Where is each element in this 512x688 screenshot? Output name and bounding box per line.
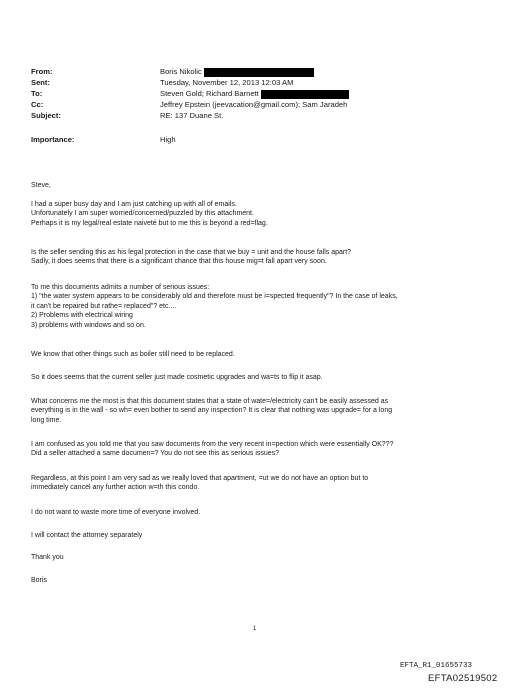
greeting: Steve, bbox=[31, 182, 51, 189]
text-line: Perhaps it is my legal/real estate naiveté but to me this is beyond a red=flag. bbox=[31, 219, 268, 227]
paragraph-7 bbox=[31, 440, 491, 459]
text-line: Did a seller attached a same documen=? You do not see this as serious issues? bbox=[31, 450, 280, 458]
email-body bbox=[31, 181, 491, 190]
bates-number: EFTA02519502 bbox=[428, 673, 498, 684]
cc-value: Jeffrey Epstein (jeevacation@gmail.com); Sam Jaradeh bbox=[160, 100, 348, 109]
cc-label: Cc: bbox=[31, 100, 44, 109]
signature-name: Boris bbox=[31, 577, 47, 584]
paragraph-6 bbox=[31, 397, 491, 425]
sent-label: Sent: bbox=[31, 78, 50, 87]
text-line: I do not want to waste more time of everyone involved. bbox=[31, 509, 201, 516]
page-number: 1 bbox=[253, 626, 257, 632]
text-line: I am confused as you told me that you saw documents from the very recent in=pection which were essentially OK??? bbox=[31, 441, 394, 448]
paragraph-3 bbox=[31, 283, 491, 330]
reference-code: EFTA_R1_01655733 bbox=[400, 662, 473, 670]
text-line: Thank you bbox=[31, 554, 64, 561]
text-line: 1) "the water system appears to be considerably old and therefore must be i=spected frequently"? In the case of leaks, bbox=[31, 293, 398, 301]
to-value bbox=[160, 89, 349, 100]
importance-label: Importance: bbox=[31, 135, 75, 144]
text-line: Regardless, at this point I am very sad as we really loved that apartment, =ut we do not have an option but to bbox=[31, 475, 369, 482]
email-header bbox=[31, 67, 491, 147]
text-line: Sadly, it does seems that there is a significant chance that this house mig=t fall apart very soon. bbox=[31, 258, 327, 266]
paragraph-5 bbox=[31, 373, 491, 382]
text-line: Is the seller sending this as his legal protection in the case that we buy = unit and the house falls apart? bbox=[31, 249, 352, 256]
text-line: it can't be repaired but rathe= replaced"? etc.... bbox=[31, 302, 177, 310]
to-label: To: bbox=[31, 89, 43, 98]
from-label: From: bbox=[31, 67, 53, 76]
text-line: I had a super busy day and I am just catching up with all of emails. bbox=[31, 201, 237, 208]
paragraph-4 bbox=[31, 350, 491, 359]
paragraph-8 bbox=[31, 474, 491, 493]
sent-value: Tuesday, November 12, 2013 12:03 AM bbox=[160, 78, 294, 87]
paragraph-10 bbox=[31, 531, 491, 540]
text-line: Unfortunately I am super worried/concerned/puzzled by this attachment. bbox=[31, 210, 254, 218]
text-line: I will contact the attorney separately bbox=[31, 532, 143, 539]
text-line: We know that other things such as boiler still need to be replaced. bbox=[31, 351, 235, 358]
subject-value: RE: 137 Duane St. bbox=[160, 111, 224, 120]
text-line: long time. bbox=[31, 416, 62, 424]
text-line: everything is in the wall - so wh= even bother to send any inspection? It is clear that nothing was upgrade= for a long bbox=[31, 407, 393, 415]
text-line: immediately cancel any further action w=th this condo. bbox=[31, 484, 200, 492]
from-name: Boris Nikolic bbox=[160, 67, 202, 76]
to-names: Steven Gold; Richard Barnett bbox=[160, 89, 259, 98]
paragraph-1 bbox=[31, 200, 491, 228]
paragraph-9 bbox=[31, 508, 491, 517]
text-line: 2) Problems with electrical wiring bbox=[31, 312, 133, 320]
text-line: To me this documents admits a number of serious issues: bbox=[31, 284, 210, 291]
redaction-block bbox=[204, 68, 314, 77]
redaction-block bbox=[261, 90, 349, 99]
subject-label: Subject: bbox=[31, 111, 61, 120]
text-line: So it does seems that the current seller just made cosmetic upgrades and wa=ts to flip it asap. bbox=[31, 374, 323, 381]
importance-value: High bbox=[160, 135, 176, 144]
paragraph-2 bbox=[31, 248, 491, 267]
signature bbox=[31, 576, 491, 585]
text-line: What concerns me the most is that this document states that a state of wate=/electricity can't be easily assessed as bbox=[31, 398, 389, 405]
paragraph-11 bbox=[31, 553, 491, 562]
text-line: 3) problems with windows and so on. bbox=[31, 321, 146, 329]
from-value bbox=[160, 67, 314, 78]
